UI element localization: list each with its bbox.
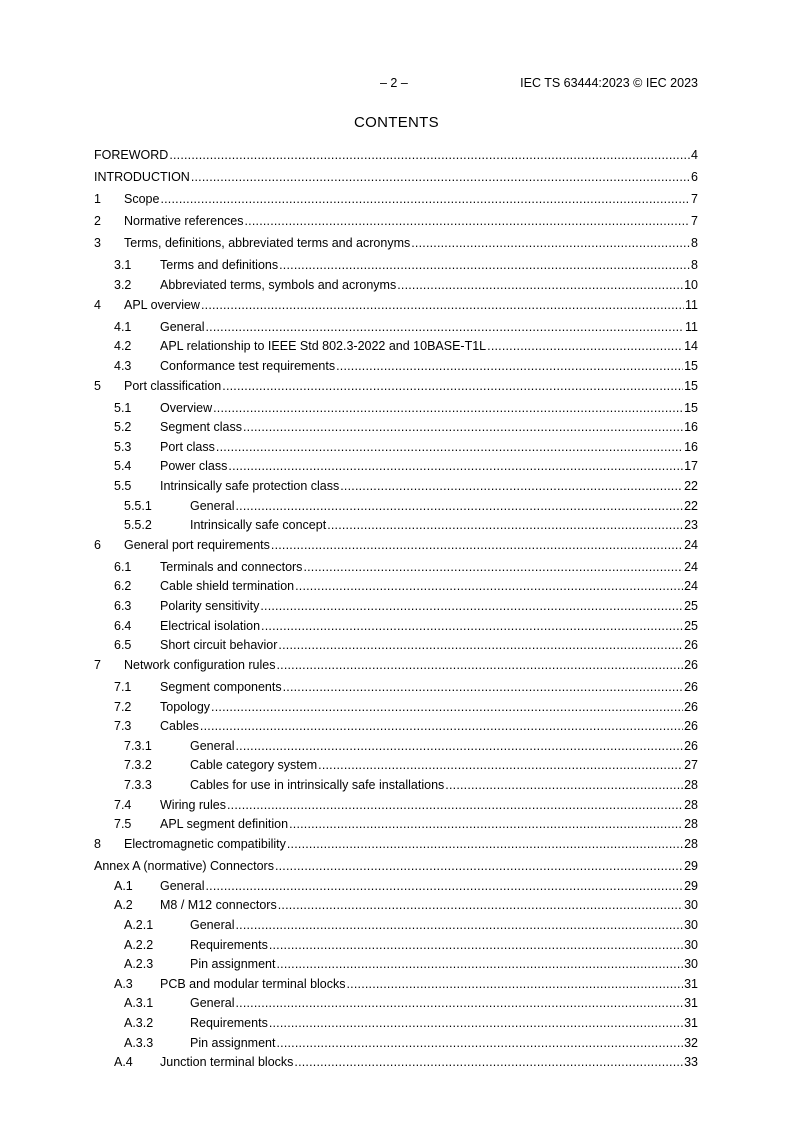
- toc-entry[interactable]: [94, 717, 698, 737]
- dot-leader: [283, 678, 683, 698]
- toc-entry-page: 25: [684, 618, 698, 633]
- dot-leader: [278, 896, 683, 916]
- toc-entry[interactable]: [94, 737, 698, 757]
- toc-entry-page: 28: [684, 797, 698, 812]
- toc-entry-title: Pin assignment: [190, 1035, 276, 1050]
- toc-entry-page: 8: [691, 258, 698, 273]
- document-reference: IEC TS 63444:2023 © IEC 2023: [520, 76, 698, 90]
- toc-entry-number: 6.4: [114, 618, 132, 633]
- toc-entry-number: 1: [94, 192, 101, 207]
- toc-entry[interactable]: [94, 656, 698, 676]
- toc-entry-title: APL segment definition: [160, 817, 289, 832]
- toc-entry-title: INTRODUCTION: [94, 170, 190, 185]
- dot-leader: [487, 337, 683, 357]
- toc-entry-page: 30: [684, 937, 698, 952]
- toc-entry[interactable]: [94, 597, 698, 617]
- dot-leader: [235, 497, 683, 517]
- dot-leader: [222, 377, 683, 397]
- toc-entry-number: 4.3: [114, 358, 132, 373]
- toc-entry[interactable]: [94, 399, 698, 419]
- toc-entry-page: 30: [684, 957, 698, 972]
- dot-leader: [269, 936, 683, 956]
- dot-leader: [260, 597, 683, 617]
- toc-entry-number: 7.3.1: [124, 738, 152, 753]
- toc-entry-page: 31: [684, 1016, 698, 1031]
- dot-leader: [191, 168, 690, 188]
- toc-entry-title: Terms, definitions, abbreviated terms and acronyms: [124, 236, 411, 251]
- toc-entry-title: Power class: [160, 459, 228, 474]
- toc-entry-number: 5.4: [114, 459, 132, 474]
- toc-entry-title: Conformance test requirements: [160, 358, 336, 373]
- toc-entry-title: Requirements: [190, 1016, 268, 1031]
- dot-leader: [211, 698, 683, 718]
- toc-entry-title: Requirements: [190, 937, 268, 952]
- toc-entry-number: 5: [94, 378, 101, 393]
- toc-entry-title: General: [190, 918, 235, 933]
- toc-entry[interactable]: [94, 212, 698, 232]
- toc-entry-title: Cables for use in intrinsically safe installations: [190, 777, 445, 792]
- toc-entry-page: 24: [684, 579, 698, 594]
- toc-entry-page: 24: [684, 559, 698, 574]
- toc-entry[interactable]: [94, 377, 698, 397]
- toc-entry-title: Overview: [160, 400, 213, 415]
- toc-entry-number: 2: [94, 214, 101, 229]
- dot-leader: [228, 457, 683, 477]
- dot-leader: [243, 418, 683, 438]
- toc-entry-page: 33: [684, 1055, 698, 1070]
- toc-entry-page: 11: [685, 297, 698, 312]
- toc-entry-number: A.3.3: [124, 1035, 154, 1050]
- toc-entry[interactable]: [94, 857, 698, 877]
- toc-entry-number: 4: [94, 297, 101, 312]
- toc-entry-title: Annex A (normative) Connectors: [94, 859, 274, 874]
- toc-entry-number: 7.2: [114, 699, 132, 714]
- dot-leader: [235, 737, 683, 757]
- toc-entry-number: 6.1: [114, 559, 132, 574]
- toc-entry-number: A.3: [114, 976, 133, 991]
- toc-entry[interactable]: [94, 418, 698, 438]
- toc-entry[interactable]: [94, 337, 698, 357]
- dot-leader: [303, 558, 683, 578]
- toc-entry-page: 30: [684, 918, 698, 933]
- toc-entry-page: 26: [684, 699, 698, 714]
- toc-entry[interactable]: [94, 636, 698, 656]
- toc-entry-title: Normative references: [124, 214, 244, 229]
- toc-entry[interactable]: [94, 536, 698, 556]
- toc-entry-number: A.2.1: [124, 918, 154, 933]
- dot-leader: [169, 146, 690, 166]
- toc-entry-title: Wiring rules: [160, 797, 226, 812]
- toc-entry-page: 22: [684, 498, 698, 513]
- toc-entry[interactable]: [94, 936, 698, 956]
- dot-leader: [205, 318, 684, 338]
- dot-leader: [271, 536, 683, 556]
- dot-leader: [327, 516, 683, 536]
- toc-entry[interactable]: [94, 256, 698, 276]
- toc-entry-number: 7.1: [114, 679, 132, 694]
- dot-leader: [287, 835, 683, 855]
- toc-entry-page: 26: [684, 657, 698, 672]
- toc-entry-page: 26: [684, 719, 698, 734]
- toc-entry-title: Polarity sensitivity: [160, 599, 260, 614]
- toc-entry-title: Topology: [160, 699, 211, 714]
- toc-entry[interactable]: [94, 190, 698, 210]
- toc-entry-number: 5.1: [114, 400, 132, 415]
- toc-entry[interactable]: [94, 916, 698, 936]
- dot-leader: [295, 577, 683, 597]
- toc-entry-number: A.2: [114, 898, 133, 913]
- toc-entry[interactable]: [94, 234, 698, 254]
- dot-leader: [294, 1053, 683, 1073]
- toc-entry-title: Segment components: [160, 679, 282, 694]
- toc-entry-title: Network configuration rules: [124, 657, 276, 672]
- toc-entry-title: Cable category system: [190, 758, 318, 773]
- dot-leader: [245, 212, 691, 232]
- toc-entry[interactable]: [94, 168, 698, 188]
- dot-leader: [278, 636, 683, 656]
- toc-entry-page: 8: [691, 236, 698, 251]
- dot-leader: [216, 438, 683, 458]
- dot-leader: [276, 1034, 683, 1054]
- toc-entry-number: 5.5.2: [124, 518, 152, 533]
- toc-entry-title: Port class: [160, 439, 215, 454]
- toc-entry-number: 6: [94, 537, 101, 552]
- dot-leader: [347, 975, 684, 995]
- toc-entry[interactable]: [94, 516, 698, 536]
- toc-entry-page: 29: [684, 878, 698, 893]
- toc-entry-number: 7.4: [114, 797, 132, 812]
- dot-leader: [235, 916, 683, 936]
- toc-entry[interactable]: [94, 477, 698, 497]
- toc-entry-page: 14: [684, 339, 698, 354]
- toc-entry-number: A.4: [114, 1055, 133, 1070]
- toc-entry-title: Electrical isolation: [160, 618, 261, 633]
- toc-entry-page: 27: [684, 758, 698, 773]
- toc-entry-number: 5.5.1: [124, 498, 152, 513]
- toc-entry[interactable]: [94, 678, 698, 698]
- dot-leader: [201, 296, 684, 316]
- toc-entry-page: 16: [684, 439, 698, 454]
- dot-leader: [275, 857, 683, 877]
- toc-entry[interactable]: [94, 756, 698, 776]
- toc-entry-number: 5.2: [114, 420, 132, 435]
- toc-entry[interactable]: [94, 776, 698, 796]
- toc-entry[interactable]: [94, 955, 698, 975]
- dot-leader: [261, 617, 683, 637]
- toc-entry-page: 17: [684, 459, 698, 474]
- toc-entry-title: General: [190, 996, 235, 1011]
- dot-leader: [200, 717, 683, 737]
- toc-entry-title: Abbreviated terms, symbols and acronyms: [160, 278, 397, 293]
- toc-entry-title: General: [190, 498, 235, 513]
- toc-entry-number: 3: [94, 236, 101, 251]
- toc-entry[interactable]: [94, 276, 698, 296]
- toc-entry[interactable]: [94, 497, 698, 517]
- toc-entry-title: Port classification: [124, 378, 222, 393]
- dot-leader: [276, 656, 683, 676]
- dot-leader: [397, 276, 683, 296]
- toc-entry-page: 26: [684, 738, 698, 753]
- toc-entry-title: M8 / M12 connectors: [160, 898, 277, 913]
- toc-entry-number: A.2.3: [124, 957, 154, 972]
- toc-entry-page: 16: [684, 420, 698, 435]
- toc-entry-page: 28: [684, 836, 698, 851]
- dot-leader: [235, 994, 683, 1014]
- toc-entry-title: Terminals and connectors: [160, 559, 303, 574]
- toc-entry-page: 4: [691, 148, 698, 162]
- toc-entry-page: 26: [684, 679, 698, 694]
- toc-entry-number: 7.3.3: [124, 777, 152, 792]
- toc-entry-title: APL overview: [124, 297, 200, 312]
- toc-entry-page: 26: [684, 638, 698, 653]
- toc-entry-page: 15: [684, 378, 698, 393]
- dot-leader: [205, 877, 683, 897]
- toc-entry-title: General: [190, 738, 235, 753]
- toc-entry[interactable]: [94, 698, 698, 718]
- toc-entry-page: 10: [684, 278, 698, 293]
- dot-leader: [340, 477, 683, 497]
- dot-leader: [269, 1014, 683, 1034]
- toc-entry-title: Junction terminal blocks: [160, 1055, 294, 1070]
- toc-entry-page: 28: [684, 817, 698, 832]
- toc-entry[interactable]: [94, 146, 698, 166]
- toc-entry-title: Cable shield termination: [160, 579, 295, 594]
- toc-entry-title: Intrinsically safe protection class: [160, 479, 340, 493]
- toc-entry-title: Scope: [124, 192, 160, 207]
- toc-entry-title: Terms and definitions: [160, 258, 279, 273]
- toc-entry[interactable]: [94, 357, 698, 377]
- toc-entry-number: 7.3.2: [124, 758, 152, 773]
- toc-entry-title: Intrinsically safe concept: [190, 518, 327, 533]
- toc-entry-number: 6.2: [114, 579, 132, 594]
- toc-entry-title: Short circuit behavior: [160, 638, 278, 653]
- toc-entry[interactable]: [94, 1053, 698, 1073]
- toc-entry[interactable]: [94, 877, 698, 897]
- toc-entry-page: 22: [684, 479, 698, 493]
- contents-title: CONTENTS: [354, 114, 439, 131]
- toc-entry-number: A.2.2: [124, 937, 154, 952]
- toc-entry-title: Segment class: [160, 420, 242, 435]
- toc-entry-title: General: [160, 878, 205, 893]
- toc-entry[interactable]: [94, 1034, 698, 1054]
- dot-leader: [318, 756, 683, 776]
- dot-leader: [279, 256, 690, 276]
- toc-entry-number: 4.1: [114, 319, 132, 334]
- toc-entry-number: 7.5: [114, 817, 132, 832]
- toc-entry-page: 15: [684, 358, 698, 373]
- toc-entry-number: 5.3: [114, 439, 132, 454]
- toc-entry-page: 6: [691, 170, 698, 185]
- dot-leader: [276, 955, 683, 975]
- dot-leader: [213, 399, 683, 419]
- toc-entry-number: 7: [94, 657, 101, 672]
- toc-entry-number: 6.3: [114, 599, 132, 614]
- toc-entry-page: 23: [684, 518, 698, 533]
- dot-leader: [411, 234, 690, 254]
- toc-entry-number: 8: [94, 836, 101, 851]
- toc-entry-page: 31: [684, 976, 698, 991]
- toc-entry-page: 28: [684, 777, 698, 792]
- toc-entry-number: A.1: [114, 878, 133, 893]
- toc-entry-page: 7: [691, 214, 698, 229]
- toc-entry-title: Electromagnetic compatibility: [124, 836, 286, 851]
- toc-entry[interactable]: [94, 457, 698, 477]
- toc-entry-page: 32: [684, 1035, 698, 1050]
- toc-entry-number: A.3.2: [124, 1016, 154, 1031]
- toc-entry-title: Cables: [160, 719, 199, 734]
- toc-entry[interactable]: [94, 296, 698, 316]
- toc-entry-title: General port requirements: [124, 537, 270, 552]
- page-number-marker: – 2 –: [380, 76, 408, 90]
- toc-entry-number: 3.1: [114, 258, 132, 273]
- toc-entry-number: 3.2: [114, 278, 132, 293]
- toc-entry[interactable]: [94, 1014, 698, 1034]
- dot-leader: [445, 776, 683, 796]
- toc-entry-page: 11: [685, 319, 698, 334]
- toc-entry-title: FOREWORD: [94, 148, 169, 162]
- toc-entry-number: 6.5: [114, 638, 132, 653]
- toc-entry-number: 5.5: [114, 479, 132, 493]
- dot-leader: [160, 190, 690, 210]
- toc-entry-number: 4.2: [114, 339, 132, 354]
- toc-entry-page: 7: [691, 192, 698, 207]
- toc-entry-title: PCB and modular terminal blocks: [160, 976, 346, 991]
- toc-entry-page: 31: [684, 996, 698, 1011]
- toc-entry[interactable]: [94, 896, 698, 916]
- dot-leader: [289, 815, 683, 835]
- table-of-contents: [94, 146, 698, 1073]
- toc-entry[interactable]: [94, 438, 698, 458]
- toc-entry-title: Pin assignment: [190, 957, 276, 972]
- toc-entry[interactable]: [94, 835, 698, 855]
- toc-entry[interactable]: [94, 994, 698, 1014]
- toc-entry-page: 15: [684, 400, 698, 415]
- toc-entry-page: 25: [684, 599, 698, 614]
- toc-entry[interactable]: [94, 975, 698, 995]
- toc-entry[interactable]: [94, 815, 698, 835]
- dot-leader: [336, 357, 683, 377]
- toc-entry-title: APL relationship to IEEE Std 802.3-2022 and 10BASE-T1L: [160, 339, 487, 354]
- toc-entry[interactable]: [94, 318, 698, 338]
- toc-entry-page: 30: [684, 898, 698, 913]
- toc-entry-number: A.3.1: [124, 996, 154, 1011]
- toc-entry[interactable]: [94, 617, 698, 637]
- toc-entry[interactable]: [94, 577, 698, 597]
- toc-entry[interactable]: [94, 796, 698, 816]
- toc-entry-title: General: [160, 319, 205, 334]
- toc-entry-page: 24: [684, 537, 698, 552]
- toc-entry-number: 7.3: [114, 719, 132, 734]
- toc-entry[interactable]: [94, 558, 698, 578]
- toc-entry-page: 29: [684, 859, 698, 874]
- dot-leader: [227, 796, 683, 816]
